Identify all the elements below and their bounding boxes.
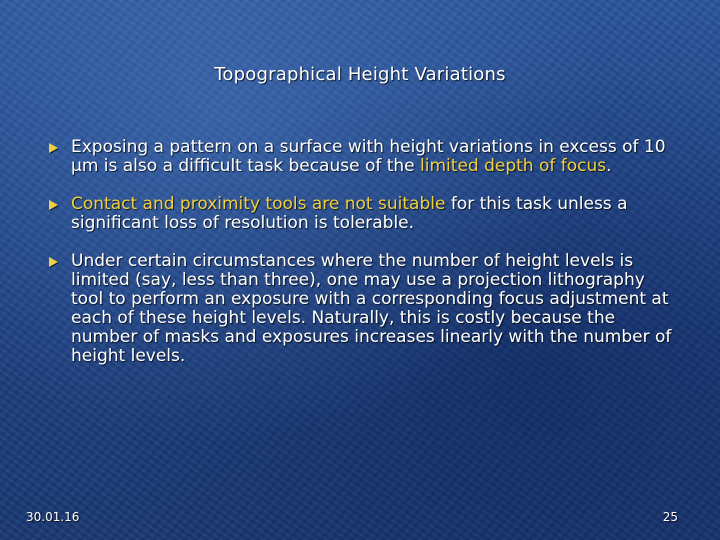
triangle-bullet-icon (49, 143, 58, 153)
footer-date: 30.01.16 (26, 510, 80, 524)
bullet-text-end: . (606, 156, 612, 176)
bullet-item (46, 138, 676, 176)
triangle-bullet-icon (49, 200, 58, 210)
bullet-list (46, 138, 676, 385)
bullet-item (46, 195, 676, 233)
page-number: 25 (662, 510, 678, 524)
bullet-highlight: limited depth of focus (420, 156, 607, 176)
bullet-highlight: Contact and proximity tools are not suitable (71, 194, 446, 214)
bullet-text: Exposing a pattern on a surface with height variations in excess of 10 µm is also a difficult task because of the (71, 137, 666, 176)
triangle-bullet-icon (49, 257, 58, 267)
slide-title: Topographical Height Variations (214, 64, 506, 85)
bullet-item (46, 252, 676, 366)
bullet-text-end: for this task unless a significant loss of resolution is tolerable. (71, 194, 628, 233)
bullet-text: Under certain circumstances where the number of height levels is limited (say, less than three), one may use a projection lithography tool to perform an exposure with a corresponding focus adjustment at each of these height levels. Naturally, this is costly because the number of masks and exposures increases linearly with the number of height levels. (71, 251, 672, 366)
